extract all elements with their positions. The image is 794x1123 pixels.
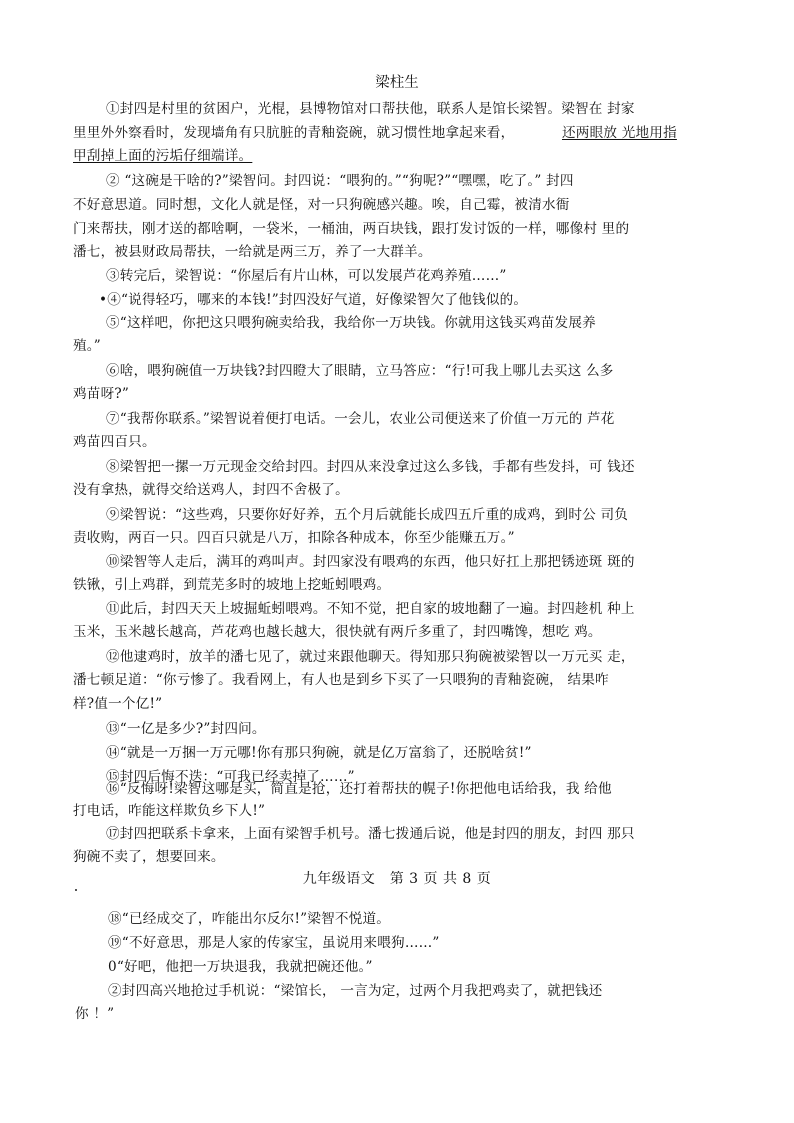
text-line: •④“说得轻巧，哪来的本钱!”封四没好气道，好像梁智欠了他钱似的。 <box>99 292 528 308</box>
text-line: ①封四是村里的贫困户，光棍，县博物馆对口帮扶他，联系人是馆长梁智。梁智在 封家 <box>106 101 635 117</box>
story-title: 梁柱生 <box>375 75 419 91</box>
text-line: 潘七，被县财政局帮扶，一给就是两三万，养了一大群羊。 <box>73 244 432 260</box>
text-line: ⑤“这样吧，你把这只喂狗碗卖给我，我给你一万块钱。你就用这钱买鸡苗发展养 <box>106 315 596 331</box>
text-line: ② “这碗是干啥的?”梁智问。封四说：“喂狗的。”“狗呢?”“嘿嘿，吃了。” 封四 <box>106 173 574 189</box>
text-line: 玉米，玉米越长越高，芦花鸡也越长越大，很快就有两斤多重了，封四嘴馋，想吃 鸡。 <box>73 624 602 640</box>
text-line: ⑱“已经成交了，咋能出尔反尔!”梁智不悦道。 <box>108 911 391 927</box>
text-line: ⑥啥，喂狗碗值一万块钱?封四瞪大了眼睛，立马答应：“行!可我上哪儿去买这 么多 <box>106 363 614 379</box>
text-line: ⑧梁智把一摞一万元现金交给封四。封四从来没拿过这么多钱，手都有些发抖，可 钱还 <box>106 459 635 475</box>
underlined-text: 还两眼放 光地用指 <box>562 125 677 141</box>
text-line: 里里外外察看时，发现墙角有只肮脏的青釉瓷碗，就习惯性地拿起来看， <box>73 125 515 141</box>
text-line: ⑰封四把联系卡拿来，上面有梁智手机号。潘七拨通后说，他是封四的朋友，封四 那只 <box>106 826 635 842</box>
text-line: 没有拿热，就得交给送鸡人，封四不舍极了。 <box>73 482 349 498</box>
text-line: 打电话，咋能这样欺负乡下人!” <box>73 803 266 819</box>
text-line: 样?值一个亿!” <box>73 696 163 712</box>
page-footer: 九年级语文 第 3 页 共 8 页 <box>302 871 492 887</box>
text-line: ⑭“就是一万捆一万元哪!你有那只狗碗，就是亿万富翁了，还脱啥贫!” <box>106 745 532 761</box>
text-line: 门来帮扶，刚才送的都啥啊，一袋米，一桶油，两百块钱，跟打发讨饭的一样，哪像村 里的 <box>73 221 630 237</box>
text-line: ⑯“反悔呀!梁智这哪是买，简直是抢，还打着帮扶的幌子!你把他电话给我，我 给他 <box>106 781 612 797</box>
text-line: ⑨梁智说：“这些鸡，只要你好好养，五个月后就能长成四五斤重的成鸡，到时公 司负 <box>106 507 629 523</box>
text-line: ⑪此后，封四天天上坡掘蚯蚓喂鸡。不知不觉，把自家的坡地翻了一遍。封四趁机 种上 <box>106 601 635 617</box>
text-line: 责收购，两百一只。四百只就是八万，扣除各种成本，你至少能赚五万。” <box>73 530 515 546</box>
text-line: ③转完后，梁智说：“你屋后有片山林，可以发展芦花鸡养殖……” <box>106 268 507 284</box>
text-line: 你 ！” <box>75 1006 115 1022</box>
text-line: ②封四高兴地抢过手机说：“梁馆长， 一言为定，过两个月我把鸡卖了，就把钱还 <box>108 983 603 999</box>
text-line: 鸡苗四百只。 <box>73 434 156 450</box>
text-line: ⑬“一亿是多少?”封四问。 <box>106 721 266 737</box>
text-line: ⑫他逮鸡时，放羊的潘七见了，就过来跟他聊天。得知那只狗碗被梁智以一万元买 走， <box>106 649 635 665</box>
underlined-text: 甲刮掉上面的污垢仔细端详。 <box>73 148 253 164</box>
text-line: 不好意思道。同时想，文化人就是怪，对一只狗碗感兴趣。唉，自己霉，被清水衙 <box>73 197 570 213</box>
scan-dot <box>75 889 77 891</box>
text-line: ⑮封四后悔不迭：“可我已经卖掉了……” <box>106 769 355 785</box>
text-line: ⑲“不好意思，那是人家的传家宝，虽说用来喂狗……” <box>108 935 440 951</box>
text-line: 铁锹，引上鸡群，到荒芜多时的坡地上挖蚯蚓喂鸡。 <box>73 577 391 593</box>
text-line: ⑦“我帮你联系。”梁智说着便打电话。一会儿，农业公司便送来了价值一万元的 芦花 <box>106 411 615 427</box>
text-line: 殖。” <box>73 338 101 354</box>
text-line-continued: 狗碗不卖了，想要回来。 <box>73 849 225 865</box>
text-line: 潘七顿足道：“你亏惨了。我看网上，有人也是到乡下买了一只喂狗的青釉瓷碗， 结果咋 <box>73 672 609 688</box>
text-line: ⑩梁智等人走后，满耳的鸡叫声。封四家没有喂鸡的东西，他只好扛上那把锈迹斑 斑的 <box>106 554 635 570</box>
text-line: 鸡苗呀?” <box>73 386 130 402</box>
text-line: 0“好吧，他把一万块退我，我就把碗还他。” <box>108 959 373 975</box>
